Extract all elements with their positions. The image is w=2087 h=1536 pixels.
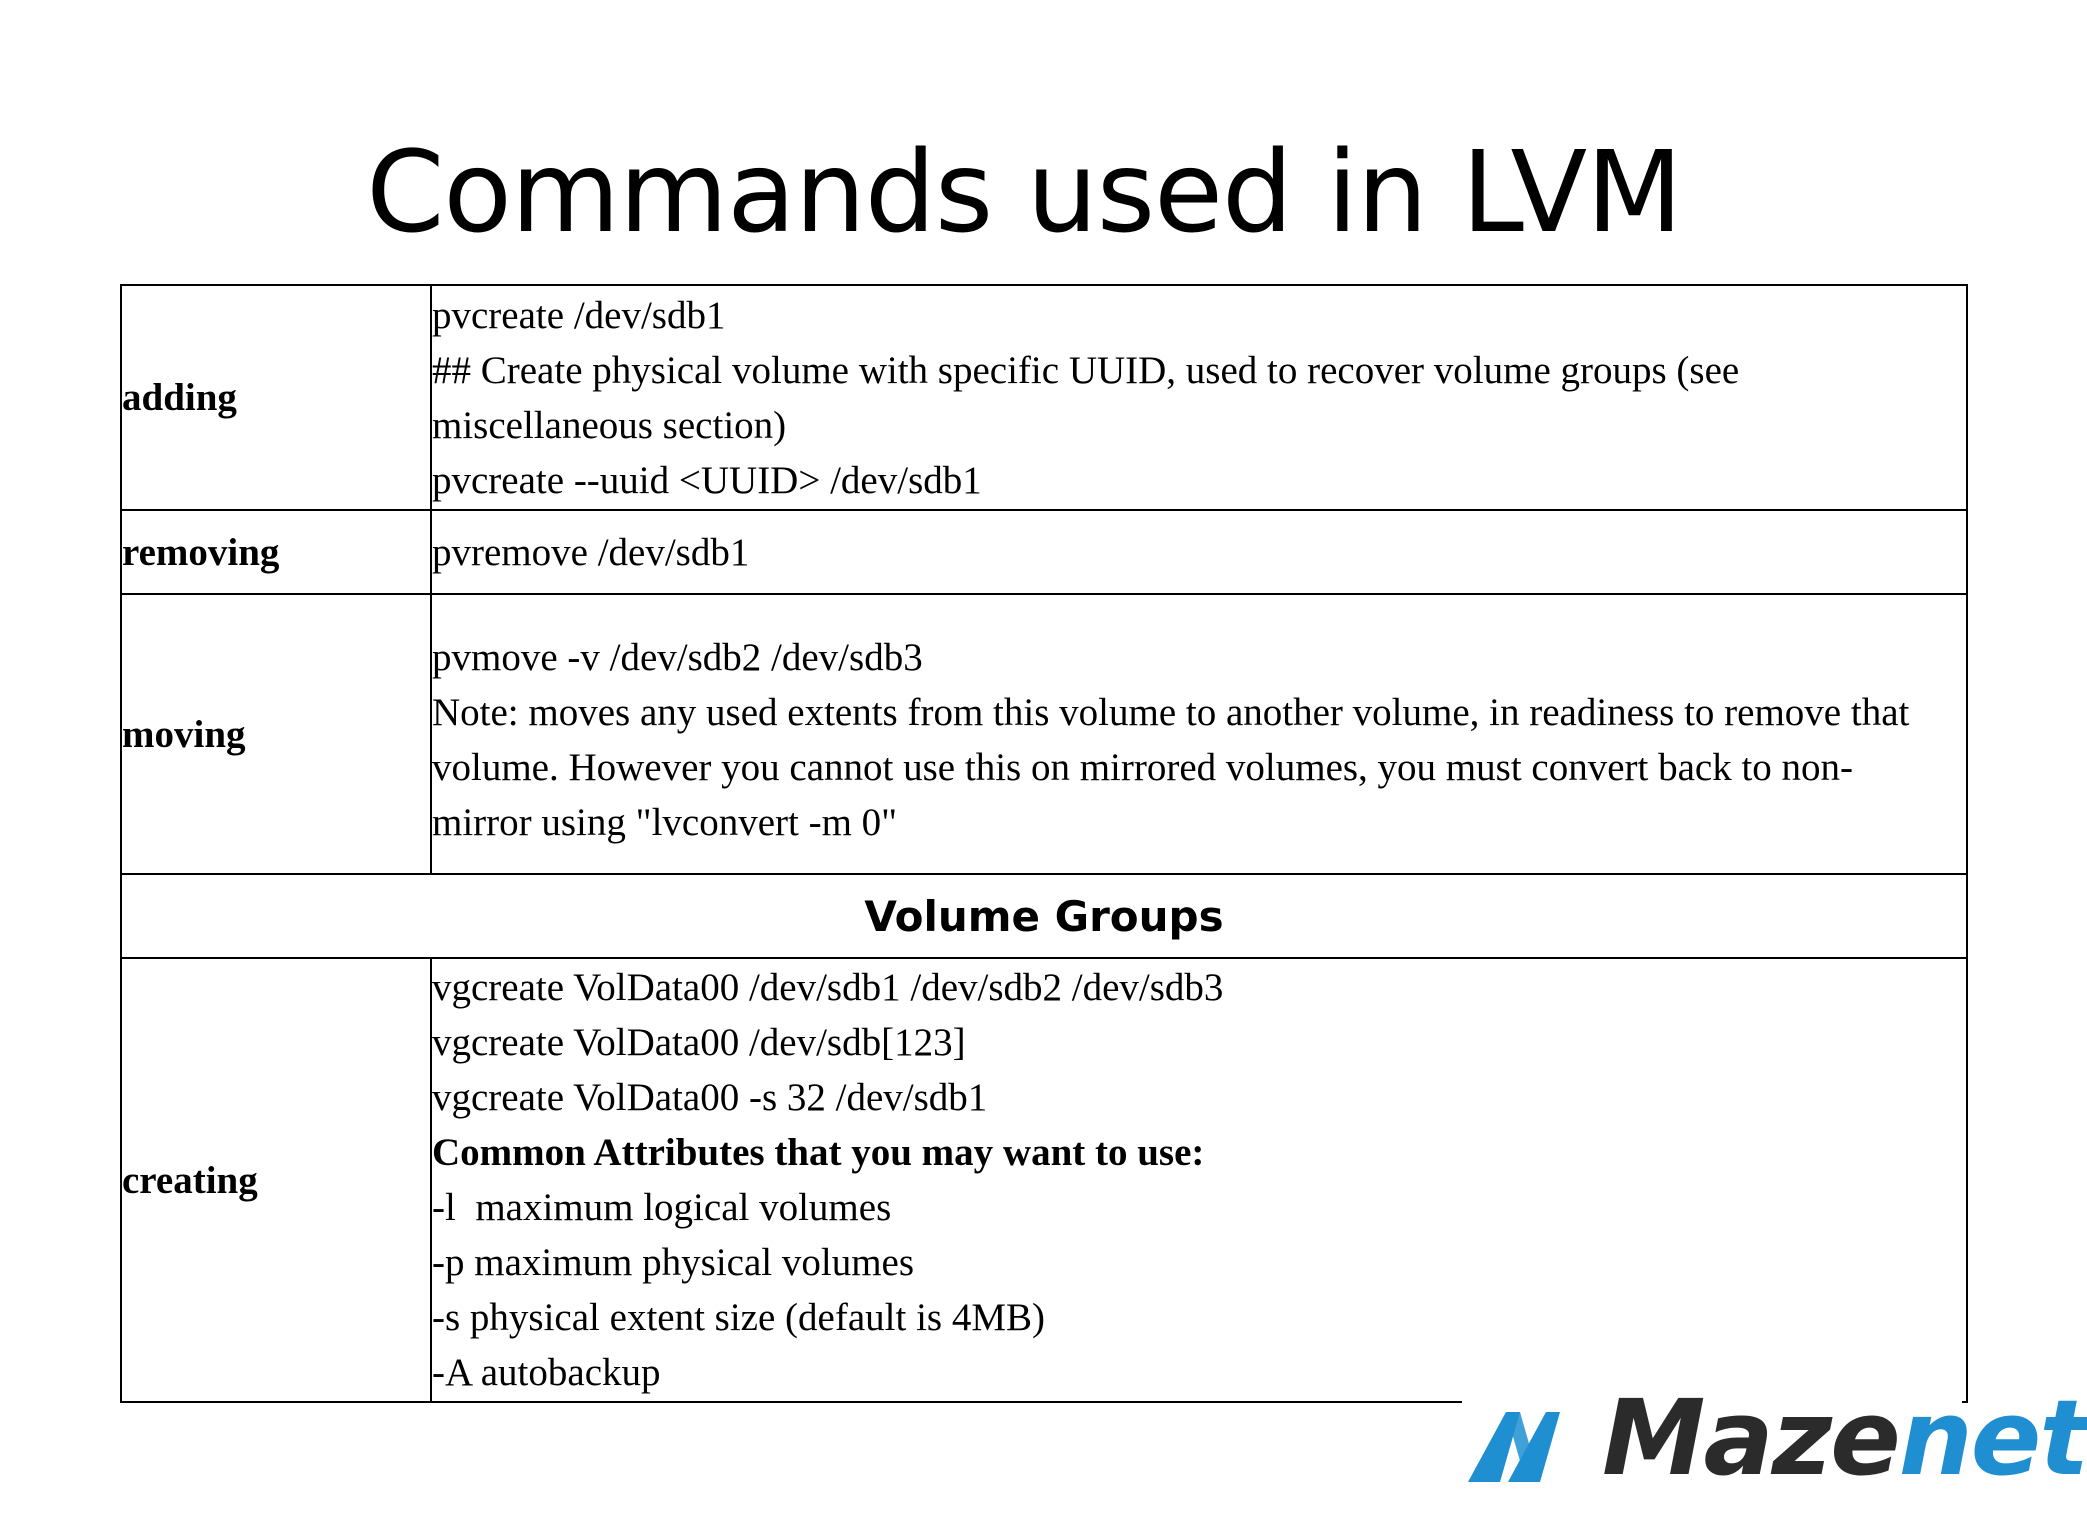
- mazenet-wordmark: [1602, 1378, 2087, 1498]
- slide-title: Commands used in LVM: [366, 128, 1682, 258]
- row-content-removing: [431, 510, 1967, 594]
- row-content-moving: [431, 594, 1967, 874]
- command-line: pvcreate /dev/sdb1: [432, 293, 726, 337]
- row-content-adding: [431, 285, 1967, 510]
- comment-line: miscellaneous section): [432, 403, 787, 447]
- command-line: vgcreate VolData00 /dev/sdb[123]: [432, 1021, 966, 1064]
- row-label-adding: adding: [121, 285, 431, 510]
- mazenet-mark-icon: [1468, 1394, 1588, 1484]
- row-label-moving: moving: [121, 594, 431, 874]
- note-line: volume. However you cannot use this on mirrored volumes, you must convert back to non-: [432, 746, 1854, 789]
- attribute-line: -A autobackup: [432, 1351, 661, 1394]
- note-line: Note: moves any used extents from this volume to another volume, in readiness to remove that: [432, 691, 1910, 734]
- note-line: mirror using "lvconvert -m 0": [432, 801, 898, 844]
- attribute-line: -s physical extent size (default is 4MB): [432, 1296, 1046, 1339]
- command-line: pvmove -v /dev/sdb2 /dev/sdb3: [432, 636, 923, 679]
- logo-text-accent: net: [1898, 1377, 2087, 1499]
- comment-line: ## Create physical volume with specific UUID, used to recover volume groups (see: [432, 348, 1740, 392]
- commands-table: [120, 284, 1968, 1403]
- attributes-heading: Common Attributes that you may want to use:: [432, 1131, 1205, 1174]
- table-row-adding: [121, 285, 1967, 510]
- command-line: pvcreate --uuid <UUID> /dev/sdb1: [432, 458, 982, 502]
- command-line: vgcreate VolData00 -s 32 /dev/sdb1: [432, 1076, 988, 1119]
- row-label-removing: removing: [121, 510, 431, 594]
- table-row-removing: [121, 510, 1967, 594]
- mazenet-logo: [1462, 1368, 2087, 1508]
- table-row-moving: [121, 594, 1967, 874]
- command-line: vgcreate VolData00 /dev/sdb1 /dev/sdb2 /dev/sdb3: [432, 966, 1224, 1009]
- section-heading-volume-groups: Volume Groups: [121, 874, 1967, 958]
- table-row-section: [121, 874, 1967, 958]
- attribute-line: -p maximum physical volumes: [432, 1241, 915, 1284]
- row-label-creating: creating: [121, 958, 431, 1402]
- table-row-creating: [121, 958, 1967, 1402]
- command-line: pvremove /dev/sdb1: [432, 530, 750, 574]
- row-content-creating: [431, 958, 1967, 1402]
- attribute-line: -l maximum logical volumes: [432, 1186, 892, 1229]
- logo-text-dark: Maze: [1602, 1377, 1899, 1499]
